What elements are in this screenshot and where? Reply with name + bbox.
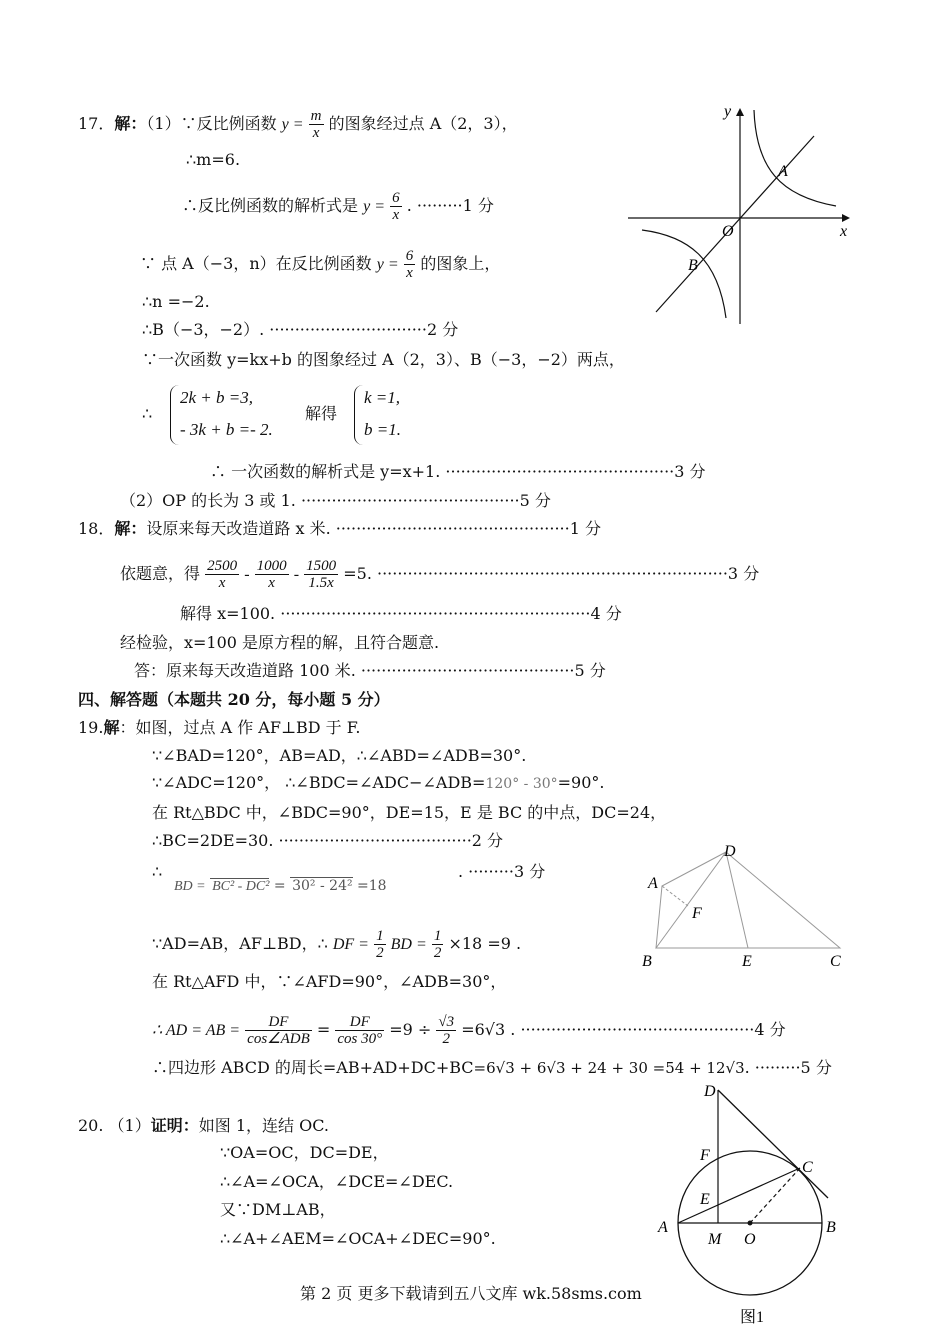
- label-c: C: [830, 953, 841, 970]
- y-axis-arrow-icon: [736, 108, 744, 116]
- segment-oc: [750, 1168, 800, 1223]
- triangle-bdc: [656, 852, 840, 948]
- equation-system-1: 2k + b =3, - 3k + b =- 2.: [180, 388, 273, 439]
- q18-line3: 解得 x=100. ·····························································4 分: [180, 604, 622, 623]
- y-label: y: [724, 103, 732, 120]
- q18-line5: 答：原来每天改造道路 100 米. ··········································5 分: [134, 661, 606, 680]
- q19-line10: ∴四边形 ABCD 的周长=AB+AD+DC+BC=6√3 + 6√3 + 24 + 30 =54 + 12√3. ·········5 分: [152, 1058, 832, 1077]
- label-d: D: [724, 843, 736, 860]
- q18-line2: 依题意，得 $\frac{2500}{x}$ - $\frac{1000}{x}$ - $\frac{1500}{1.5x}$ =5. ·····································································3 分: [120, 558, 760, 591]
- q17-line1: 17．解：（1）∵反比例函数 y = $\frac{m}{x}$ 的图象经过点 A（2，3），: [78, 108, 518, 141]
- q19-bd-formula: BD = BC² - DC² = 30² - 24² =18: [174, 878, 387, 894]
- section-4-heading: 四、解答题（本题共 20 分，每小题 5 分）: [78, 690, 390, 709]
- system-brace-1: [170, 385, 179, 445]
- q18-line1: 18．解：设原来每天改造道路 x 米. ··············································1 分: [78, 519, 601, 538]
- equation-system-2: k =1, b =1.: [364, 388, 401, 439]
- q19-figure: [640, 840, 860, 975]
- q17-line4: ∵ 点 A（−3，n）在反比例函数 y = $\frac{6}{x}$ 的图象上，: [140, 248, 501, 281]
- label-a: A: [658, 1219, 668, 1236]
- q19-line5: ∴BC=2DE=30. ······································2 分: [152, 831, 504, 850]
- point-b-label: B: [688, 257, 698, 274]
- q19-line8: 在 Rt△AFD 中，∵∠AFD=90°，∠ADB=30°，: [152, 972, 507, 991]
- q19-line3: ∵∠ADC=120°， ∴∠BDC=∠ADC−∠ADB=120° - 30°=90°.: [152, 773, 605, 792]
- label-e: E: [742, 953, 752, 970]
- origin-label: O: [722, 223, 734, 240]
- label-d: D: [704, 1083, 716, 1100]
- x-axis-arrow-icon: [842, 214, 850, 222]
- q19-line4: 在 Rt△BDC 中，∠BDC=90°，DE=15，E 是 BC 的中点，DC=24，: [152, 803, 667, 822]
- fraction-m-over-x: $\frac{m}{x}$: [310, 108, 322, 141]
- label-c: C: [802, 1159, 813, 1176]
- q17-line5: ∴n =−2.: [142, 292, 210, 311]
- q19-line6-score: . ·········3 分: [458, 862, 546, 881]
- tangent-dc: [718, 1090, 828, 1198]
- label-b: B: [826, 1219, 836, 1236]
- q19-line7: ∵AD=AB，AF⊥BD，∴ DF = $\frac{1}{2}$ BD = $\frac{1}{2}$ ×18 =9 .: [152, 928, 522, 961]
- segment-af: [662, 886, 688, 906]
- label-a: A: [648, 875, 658, 892]
- point-a-label: A: [778, 163, 788, 180]
- center-dot: [748, 1221, 753, 1226]
- figure-caption: 图1: [740, 1309, 765, 1326]
- page-footer: 第 2 页 更多下载请到五八文库 wk.58sms.com: [300, 1284, 642, 1303]
- q20-line2: ∵OA=OC，DC=DE，: [220, 1143, 389, 1162]
- q17-line9: ∴ 一次函数的解析式是 y=x+1. ·············································3 分: [210, 462, 706, 481]
- x-label: x: [840, 223, 848, 240]
- q20-figure: [652, 1078, 852, 1342]
- segment-de: [726, 852, 748, 948]
- hyperbola-branch-2: [642, 230, 726, 318]
- label-m: M: [708, 1231, 722, 1248]
- label-e: E: [700, 1191, 710, 1208]
- q17-line3: ∴反比例函数的解析式是 y = $\frac{6}{x}$ . ·········1 分: [182, 190, 494, 223]
- q20-line5: ∴∠A+∠AEM=∠OCA+∠DEC=90°.: [220, 1229, 496, 1248]
- q20-line4: 又∵DM⊥AB，: [220, 1200, 336, 1219]
- therefore-symbol: ∴: [142, 404, 153, 423]
- solve-label: 解得: [305, 404, 338, 423]
- q18-line4: 经检验，x=100 是原方程的解，且符合题意.: [120, 633, 440, 652]
- label-o: O: [744, 1231, 756, 1248]
- line-y-x-plus-1: [656, 136, 814, 312]
- label-f: F: [692, 905, 702, 922]
- q19-line9: ∴ AD = AB = $\frac{DF}{\text{cos∠ADB}}$ = $\frac{DF}{\cos 30^\circ}$ =9 ÷ $\frac{√3}{2}$ =6√3 . ··············································4 分: [152, 1014, 786, 1047]
- q19-line6: ∴: [152, 862, 163, 881]
- q19-line1: 19.解：如图，过点 A 作 AF⊥BD 于 F.: [78, 718, 361, 737]
- q20-line1: 20. （1）证明：如图 1，连结 OC.: [78, 1116, 329, 1135]
- q17-line6: ∴B（−3，−2）. ·······························2 分: [142, 320, 459, 339]
- system-brace-2: [354, 385, 363, 445]
- q17-line10: （2）OP 的长为 3 或 1. ···········································5 分: [120, 491, 551, 510]
- q19-line2: ∵∠BAD=120°，AB=AD，∴∠ABD=∠ADB=30°.: [152, 746, 527, 765]
- q20-line3: ∴∠A=∠OCA，∠DCE=∠DEC.: [220, 1172, 454, 1191]
- q17-line7: ∵一次函数 y=kx+b 的图象经过 A（2，3）、B（−3，−2）两点，: [142, 350, 625, 369]
- label-f: F: [700, 1147, 710, 1164]
- segment-ac: [678, 1168, 800, 1223]
- label-b: B: [642, 953, 652, 970]
- q17-line2: ∴m=6.: [186, 150, 241, 169]
- q17-graph: [620, 98, 860, 326]
